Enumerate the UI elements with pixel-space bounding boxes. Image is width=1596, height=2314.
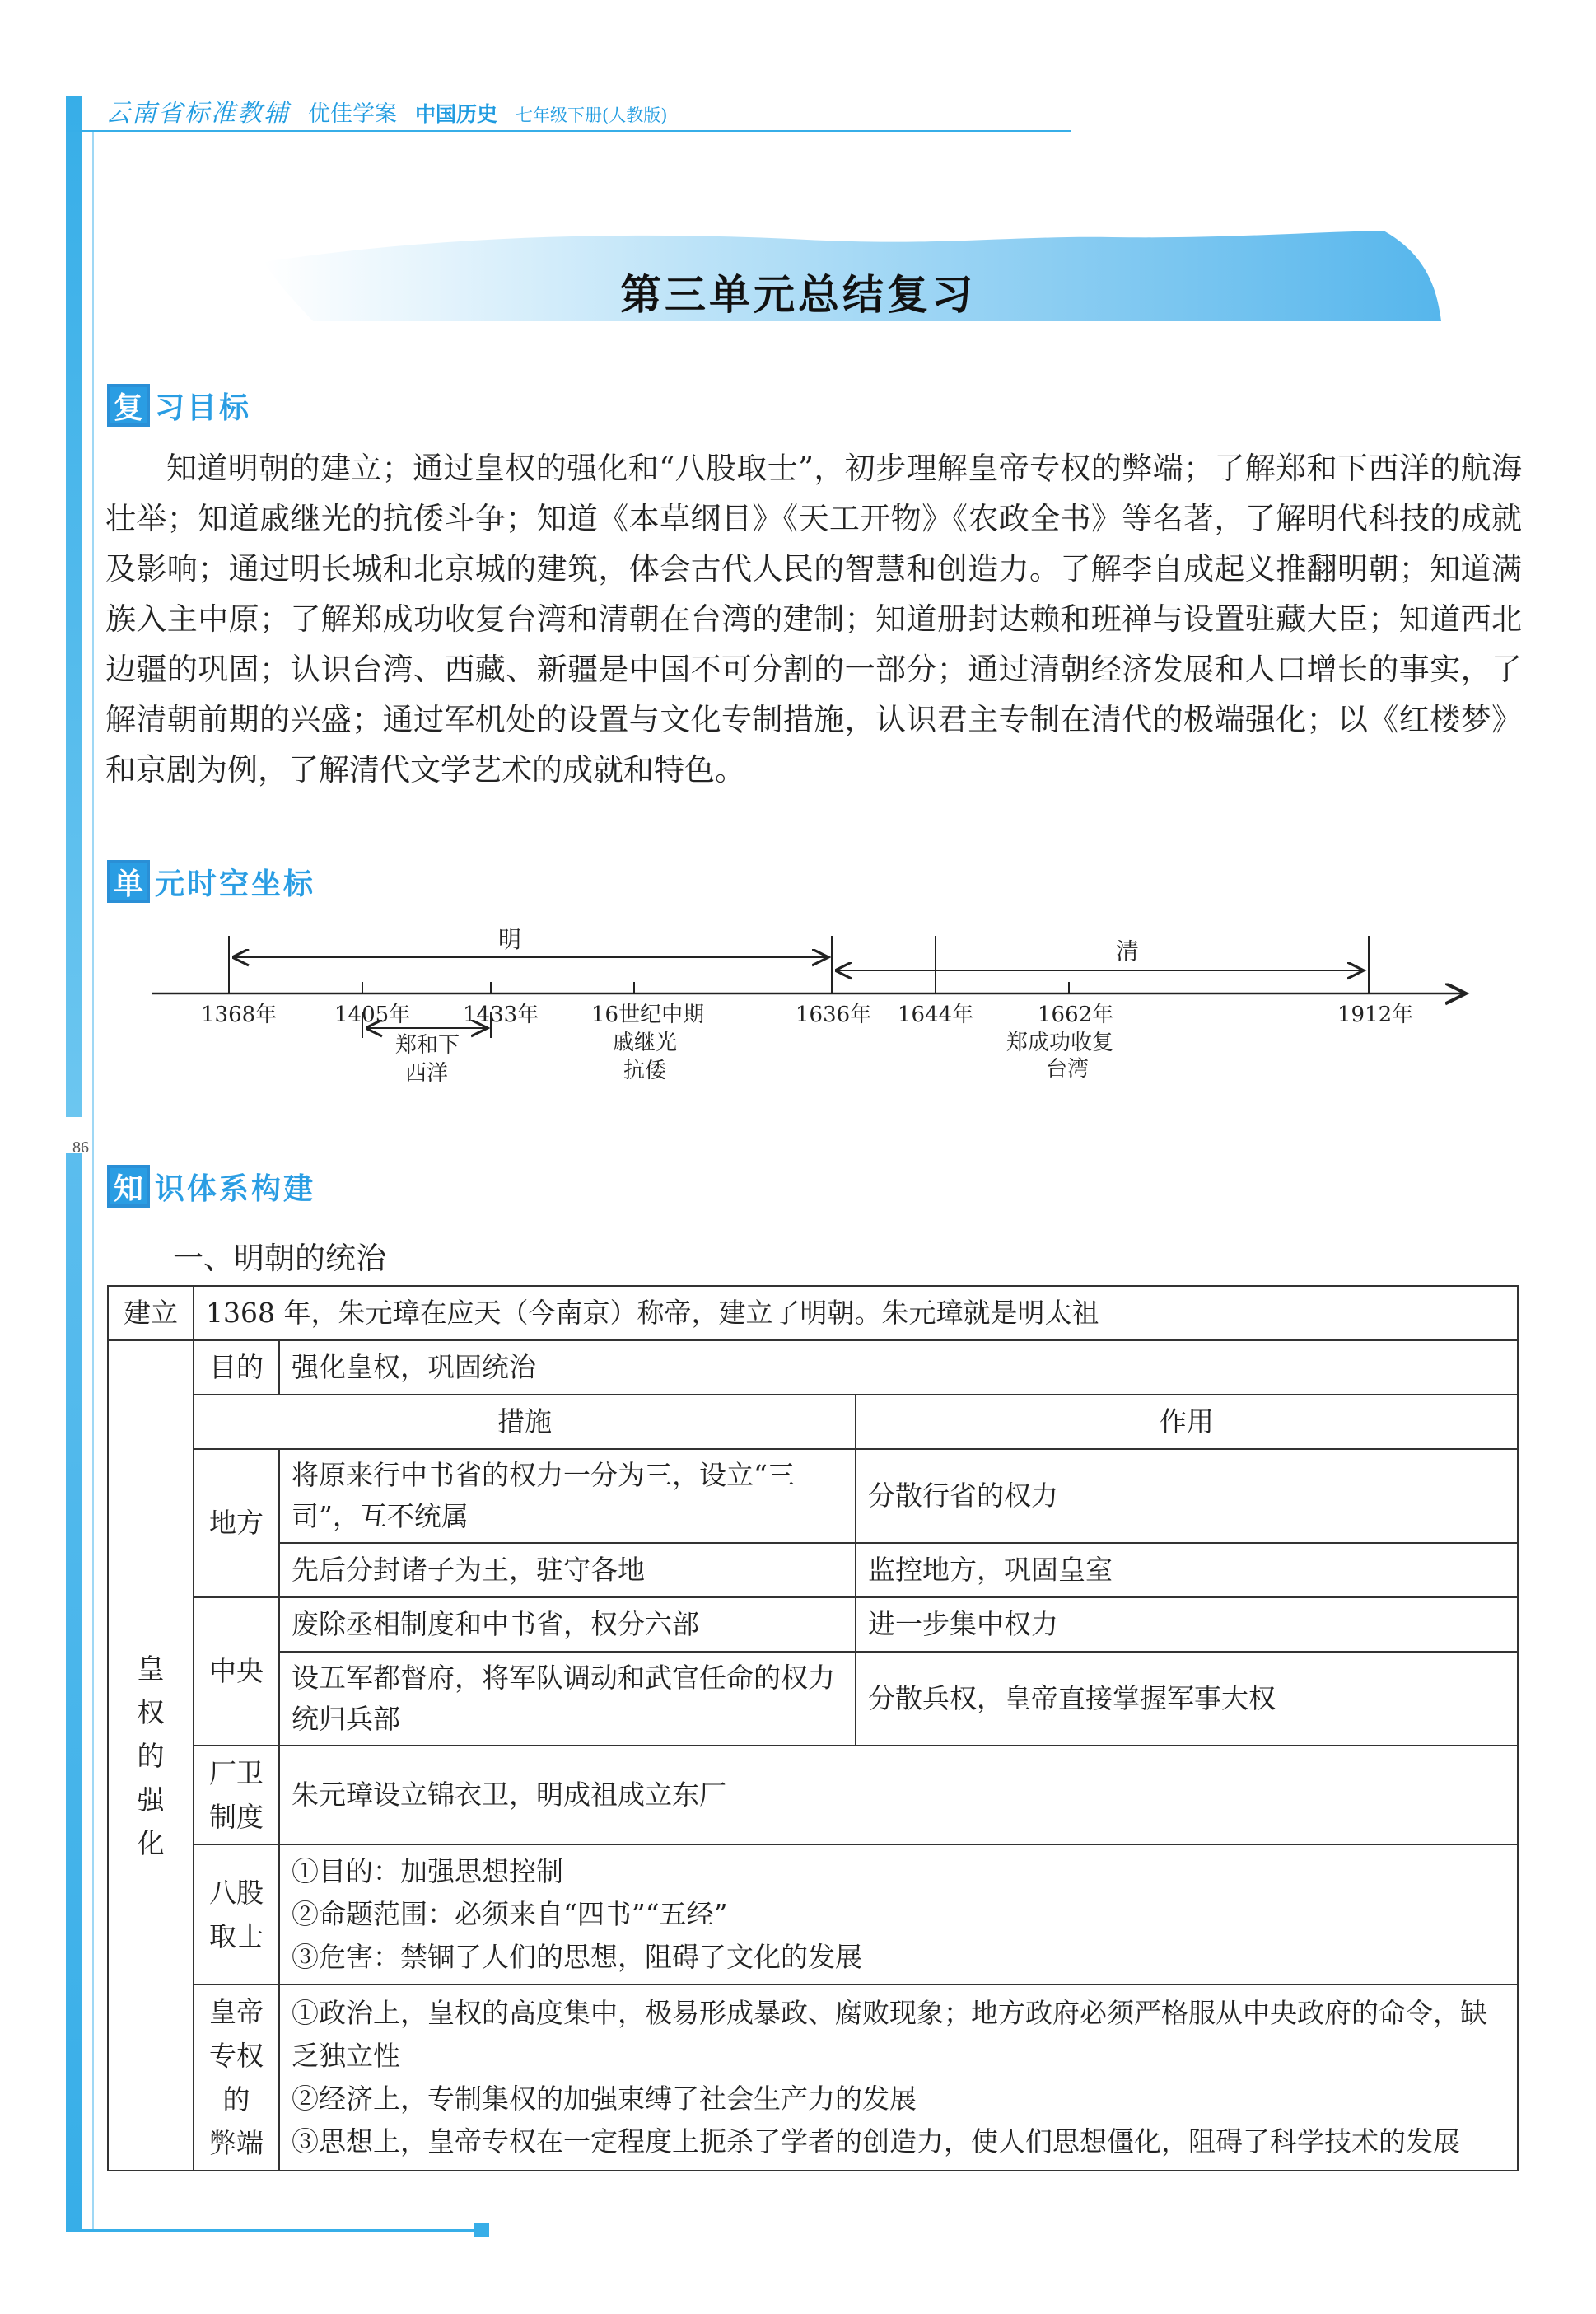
table-cell: 先后分封诸子为王，驻守各地: [279, 1543, 856, 1597]
table-row: [108, 1844, 1518, 1984]
table-cell-label: 地方: [194, 1449, 279, 1597]
table-cell: 将原来行中书省的权力一分为三，设立“三司”，互不统属: [279, 1449, 856, 1543]
section-title: 元时空坐标: [155, 867, 316, 901]
left-edge-line: [92, 132, 94, 2232]
table-row: [108, 1597, 1518, 1652]
table-cell: 1368 年，朱元璋在应天（今南京）称帝，建立了明朝。朱元璋就是明太祖: [194, 1286, 1518, 1340]
tick-label: 1433年: [463, 1003, 539, 1027]
unit-timeline: [140, 914, 1499, 1112]
table-row: [108, 1746, 1518, 1844]
table-cell-list: ①政治上，皇权的高度集中，极易形成暴政、腐败现象；地方政府必须严格服从中央政府的命令，缺乏独立性 ②经济上，专制集权的加强束缚了社会生产力的发展 ③思想上，皇帝专权在一定程度上扼杀了学者的创造力，使人们思想僵化，阻碍了科学技术的发展: [279, 1984, 1518, 2171]
table-row: [108, 1984, 1518, 2171]
table-cell: 监控地方，巩固皇室: [856, 1543, 1518, 1597]
table-row: [108, 1340, 1518, 1395]
section-title: 识体系构建: [155, 1171, 316, 1206]
table-row: [108, 1543, 1518, 1597]
header-series: 云南省标准教辅: [105, 99, 290, 128]
page-number: 86: [72, 1138, 89, 1157]
bottom-rule: [66, 2229, 486, 2232]
tick-label: 1662年: [1038, 1003, 1114, 1027]
header-subject: 中国历史: [415, 102, 498, 126]
header-rule: [66, 130, 1071, 132]
table-cell-label-strengthen: 皇 权 的 强 化: [108, 1340, 194, 2171]
section-badge: 知: [107, 1165, 150, 1208]
sub-heading: 一、明朝的统治: [173, 1241, 386, 1276]
table-cell: 分散行省的权力: [856, 1449, 1518, 1543]
table-cell-label: 目的: [194, 1340, 279, 1395]
dynasty-label-qing: 清: [1116, 937, 1140, 965]
table-cell-label: 厂卫 制度: [194, 1746, 279, 1844]
section-badge: 单: [107, 860, 150, 903]
tick-label: 1405年: [334, 1003, 411, 1027]
ming-rule-table: [107, 1285, 1519, 2171]
tick-label: 1644年: [898, 1003, 974, 1027]
dynasty-label-ming: 明: [498, 926, 522, 953]
table-row: [108, 1449, 1518, 1543]
table-cell: 废除丞相制度和中书省，权分六部: [279, 1597, 856, 1652]
table-cell: 进一步集中权力: [856, 1597, 1518, 1652]
table-cell-list: ①目的：加强思想控制 ②命题范围：必须来自“四书”“五经” ③危害：禁锢了人们的思想，阻碍了文化的发展: [279, 1844, 1518, 1984]
table-cell: 分散兵权，皇帝直接掌握军事大权: [856, 1652, 1518, 1746]
table-cell-label: 八股 取士: [194, 1844, 279, 1984]
table-cell-label: 皇帝 专权 的 弊端: [194, 1984, 279, 2171]
event-label: 郑和下: [395, 1033, 460, 1058]
bottom-square-ornament: [474, 2223, 489, 2237]
left-decorative-band-lower: [66, 1153, 82, 2232]
section-heading-timeline: [107, 860, 315, 903]
table-cell: 朱元璋设立锦衣卫，明成祖成立东厂: [279, 1746, 1518, 1844]
event-label: 台湾: [1046, 1057, 1090, 1082]
left-decorative-band: [66, 96, 82, 1117]
event-label: 抗倭: [623, 1059, 667, 1083]
header-grade: 七年级下册(人教版): [516, 105, 668, 125]
tick-label: 1368年: [201, 1003, 278, 1027]
event-label: 戚继光: [613, 1031, 678, 1055]
section-heading-knowledge: [107, 1165, 315, 1208]
header-book: 优佳学案: [308, 101, 397, 127]
table-header-cell: 作用: [856, 1395, 1518, 1449]
tick-label: 1636年: [796, 1003, 872, 1027]
table-cell-label: 中央: [194, 1597, 279, 1746]
table-cell: 强化皇权，巩固统治: [279, 1340, 1518, 1395]
section-title: 习目标: [155, 390, 252, 425]
running-header: [105, 92, 668, 128]
section-badge: 复: [107, 384, 150, 427]
table-row: [108, 1286, 1518, 1340]
table-row: [108, 1395, 1518, 1449]
page-title: 第三单元总结复习: [620, 271, 976, 319]
table-cell: 设五军都督府，将军队调动和武官任命的权力统归兵部: [279, 1652, 856, 1746]
event-label: 西洋: [405, 1061, 449, 1086]
tick-label: 16世纪中期: [591, 1003, 705, 1027]
event-label: 郑成功收复: [1006, 1031, 1114, 1055]
review-goals-paragraph: 知道明朝的建立；通过皇权的强化和“八股取士”，初步理解皇帝专权的弊端；了解郑和下西洋的航海壮举；知道戚继光的抗倭斗争；知道《本草纲目》《天工开物》《农政全书》等名著，了解明代科技的成就及影响；通过明长城和北京城的建筑，体会古代人民的智慧和创造力。了解李自成起义推翻明朝；知道满族入主中原；了解郑成功收复台湾和清朝在台湾的建制；知道册封达赖和班禅与设置驻藏大臣；知道西北边疆的巩固；认识台湾、西藏、新疆是中国不可分割的一部分；通过清朝经济发展和人口增长的事实，了解清朝前期的兴盛；通过军机处的设置与文化专制措施，认识君主专制在清代的极端强化；以《红楼梦》和京剧为例，了解清代文学艺术的成就和特色。: [105, 451, 1522, 788]
table-row: [108, 1652, 1518, 1746]
tick-label: 1912年: [1337, 1003, 1414, 1027]
table-cell-label: 建立: [108, 1286, 194, 1340]
section-heading-review-goals: [107, 384, 251, 427]
table-header-cell: 措施: [194, 1395, 856, 1449]
